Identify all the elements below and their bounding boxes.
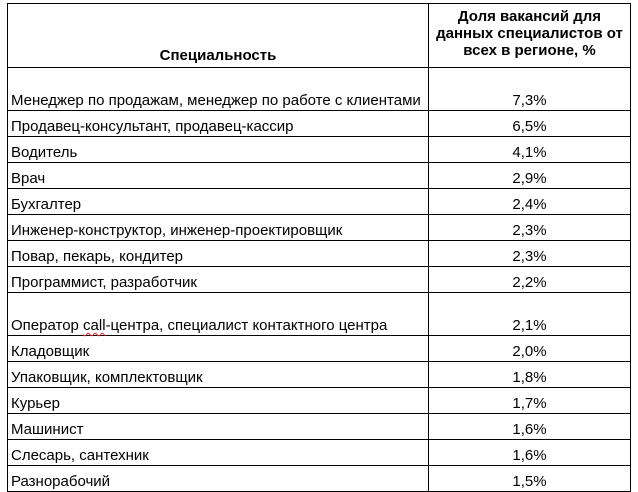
share-cell: 1,5% xyxy=(429,466,631,492)
spellcheck-flagged-word: call xyxy=(83,317,106,334)
specialty-cell xyxy=(8,293,429,336)
share-cell: 2,3% xyxy=(429,215,631,241)
specialty-cell: Менеджер по продажам, менеджер по работе с клиентами xyxy=(8,68,429,111)
share-cell: 1,7% xyxy=(429,388,631,414)
table-header xyxy=(8,4,631,68)
table-row xyxy=(8,440,631,466)
table-row xyxy=(8,215,631,241)
table-row xyxy=(8,137,631,163)
table-row xyxy=(8,241,631,267)
specialty-cell: Машинист xyxy=(8,414,429,440)
specialty-cell: Курьер xyxy=(8,388,429,414)
table-body xyxy=(8,68,631,492)
table-row xyxy=(8,189,631,215)
share-cell: 7,3% xyxy=(429,68,631,111)
share-cell: 2,0% xyxy=(429,336,631,362)
table-row xyxy=(8,336,631,362)
specialty-cell: Инженер-конструктор, инженер-проектировщик xyxy=(8,215,429,241)
share-cell: 2,4% xyxy=(429,189,631,215)
table-row xyxy=(8,388,631,414)
table-row xyxy=(8,163,631,189)
specialty-cell: Врач xyxy=(8,163,429,189)
specialty-cell: Бухгалтер xyxy=(8,189,429,215)
share-cell: 1,8% xyxy=(429,362,631,388)
table-row xyxy=(8,362,631,388)
share-cell: 2,3% xyxy=(429,241,631,267)
specialty-cell: Кладовщик xyxy=(8,336,429,362)
share-cell: 1,6% xyxy=(429,440,631,466)
share-cell: 4,1% xyxy=(429,137,631,163)
specialty-column-header: Специальность xyxy=(8,4,429,68)
share-cell: 2,9% xyxy=(429,163,631,189)
table-row xyxy=(8,466,631,492)
specialty-cell: Программист, разработчик xyxy=(8,267,429,293)
share-cell: 6,5% xyxy=(429,111,631,137)
specialty-text-part: -центра, специалист контактного центра xyxy=(105,317,388,334)
specialty-cell: Разнорабочий xyxy=(8,466,429,492)
share-cell: 1,6% xyxy=(429,414,631,440)
table-row xyxy=(8,267,631,293)
table-row xyxy=(8,293,631,336)
specialty-cell: Водитель xyxy=(8,137,429,163)
table-row xyxy=(8,111,631,137)
share-cell: 2,1% xyxy=(429,293,631,336)
vacancy-share-table xyxy=(7,3,631,492)
table-row xyxy=(8,68,631,111)
specialty-cell: Продавец-консультант, продавец-кассир xyxy=(8,111,429,137)
header-row xyxy=(8,4,631,68)
table-row xyxy=(8,414,631,440)
specialty-text-part: Оператор xyxy=(11,317,84,334)
share-column-header: Доля вакансий для данных специалистов от всех в регионе, % xyxy=(429,4,631,68)
share-cell: 2,2% xyxy=(429,267,631,293)
specialty-cell: Упаковщик, комплектовщик xyxy=(8,362,429,388)
specialty-cell: Повар, пекарь, кондитер xyxy=(8,241,429,267)
specialty-cell: Слесарь, сантехник xyxy=(8,440,429,466)
